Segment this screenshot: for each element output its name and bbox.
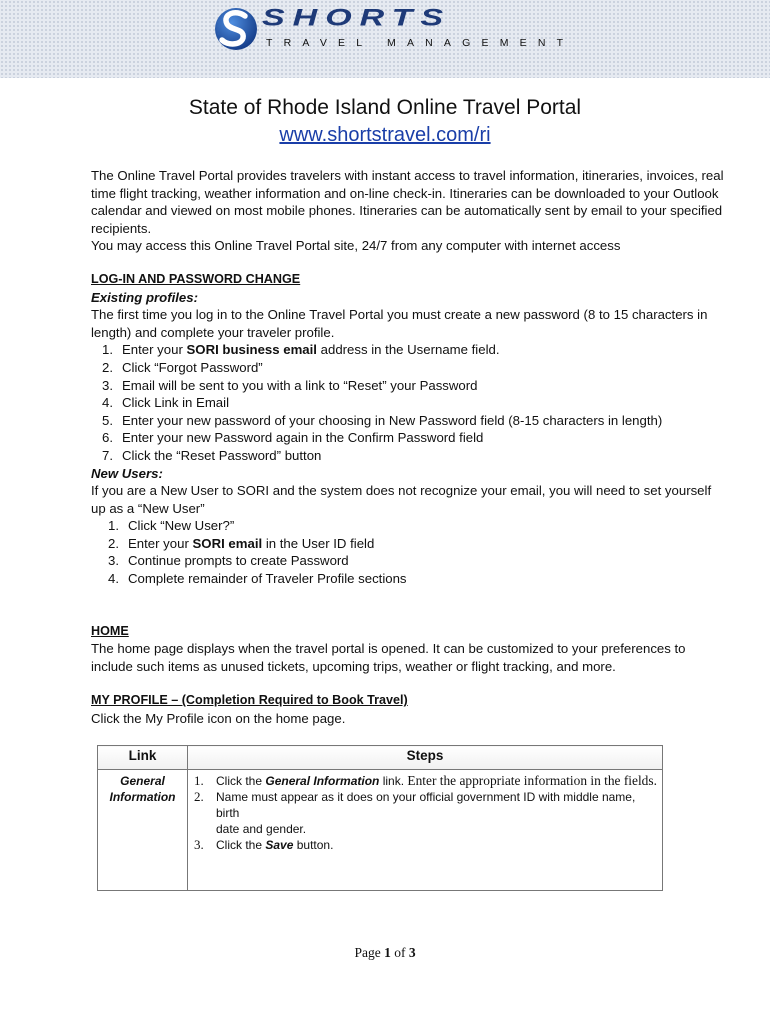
of-word: of	[394, 945, 406, 960]
page-title: State of Rhode Island Online Travel Portal	[188, 96, 582, 119]
home-section-heading: HOME	[91, 623, 129, 638]
existing-text-line: length) and complete your traveler profile.	[91, 324, 335, 340]
list-item: 4. Click Link in Email	[102, 395, 229, 411]
table-row	[98, 770, 663, 891]
existing-steps-list	[91, 341, 691, 464]
list-item: 3. Email will be sent to you with a link to “Reset” your Password	[102, 377, 478, 393]
profile-steps-table	[97, 745, 663, 891]
steps-cell	[188, 770, 663, 891]
existing-profiles-heading: Existing profiles:	[91, 289, 198, 305]
page-footer	[0, 945, 770, 961]
table-step: 3. Click the Save button.	[194, 837, 334, 852]
logo-wordmark: SHORTS	[262, 4, 452, 32]
intro-line: calendar and viewed on most mobile phones. Itineraries can be automatically sent by email to your specified	[91, 203, 723, 219]
intro-line: You may access this Online Travel Portal site, 24/7 from any computer with internet access	[91, 238, 621, 254]
document-body	[91, 167, 724, 728]
list-item: 1. Enter your SORI business email address in the Username field.	[102, 342, 500, 358]
shorts-logo	[212, 4, 575, 52]
existing-text-line: The first time you log in to the Online Travel Portal you must create a new password (8 to 15 characters in	[91, 307, 708, 323]
list-item: 4. Complete remainder of Traveler Profile sections	[108, 571, 407, 587]
home-text-line: The home page displays when the travel portal is opened. It can be customized to your preferences to	[91, 641, 686, 657]
new-user-steps-list	[97, 517, 691, 587]
column-header-steps: Steps	[188, 746, 663, 770]
page-word: Page	[354, 945, 381, 960]
list-item: 7. Click the “Reset Password” button	[102, 447, 322, 463]
link-cell-line: General	[120, 774, 165, 788]
intro-line: time flight tracking, weather information and on-line check-in. Itineraries can be downloaded to your Outlook	[91, 185, 719, 201]
list-item: 2. Click “Forgot Password”	[102, 359, 263, 375]
login-section-heading: LOG-IN AND PASSWORD CHANGE	[91, 271, 301, 286]
list-item: 5. Enter your new password of your choosing in New Password field (8-15 characters in length)	[102, 412, 663, 428]
intro-line: recipients.	[91, 220, 152, 236]
new-users-text-line: If you are a New User to SORI and the system does not recognize your email, you will need to set yourself	[91, 483, 712, 499]
my-profile-section-heading: MY PROFILE – (Completion Required to Book Travel)	[91, 693, 408, 708]
home-text-line: include such items as unused tickets, upcoming trips, weather or flight tracking, and more.	[91, 658, 616, 674]
intro-line: The Online Travel Portal provides travelers with instant access to travel information, itineraries, invoices, real	[91, 168, 724, 183]
table-step: 2. Name must appear as it does on your official government ID with middle name, birth date and gender.	[194, 789, 636, 836]
list-item: 6. Enter your new Password again in the Confirm Password field	[102, 430, 484, 446]
new-users-heading: New Users:	[91, 465, 163, 481]
table-header-row	[98, 746, 663, 770]
page-number: 1	[384, 945, 391, 960]
list-item: 3. Continue prompts to create Password	[108, 553, 349, 569]
link-cell	[98, 770, 188, 891]
shorts-swoosh-icon	[212, 4, 264, 52]
intro-paragraph	[91, 167, 724, 255]
list-item: 2. Enter your SORI email in the User ID field	[108, 535, 375, 551]
new-users-text-line: up as a “New User”	[91, 500, 205, 516]
table-step: 1. Click the General Information link. Enter the appropriate information in the fields.	[194, 773, 657, 788]
list-item: 1. Click “New User?”	[108, 518, 235, 534]
portal-url-link[interactable]: www.shortstravel.com/ri	[279, 124, 491, 146]
link-cell-line: Information	[109, 790, 176, 804]
page-total: 3	[408, 945, 416, 960]
my-profile-text: Click the My Profile icon on the home page.	[91, 711, 346, 727]
column-header-link: Link	[98, 746, 188, 770]
logo-tagline: TRAVEL MANAGEMENT	[266, 37, 575, 49]
